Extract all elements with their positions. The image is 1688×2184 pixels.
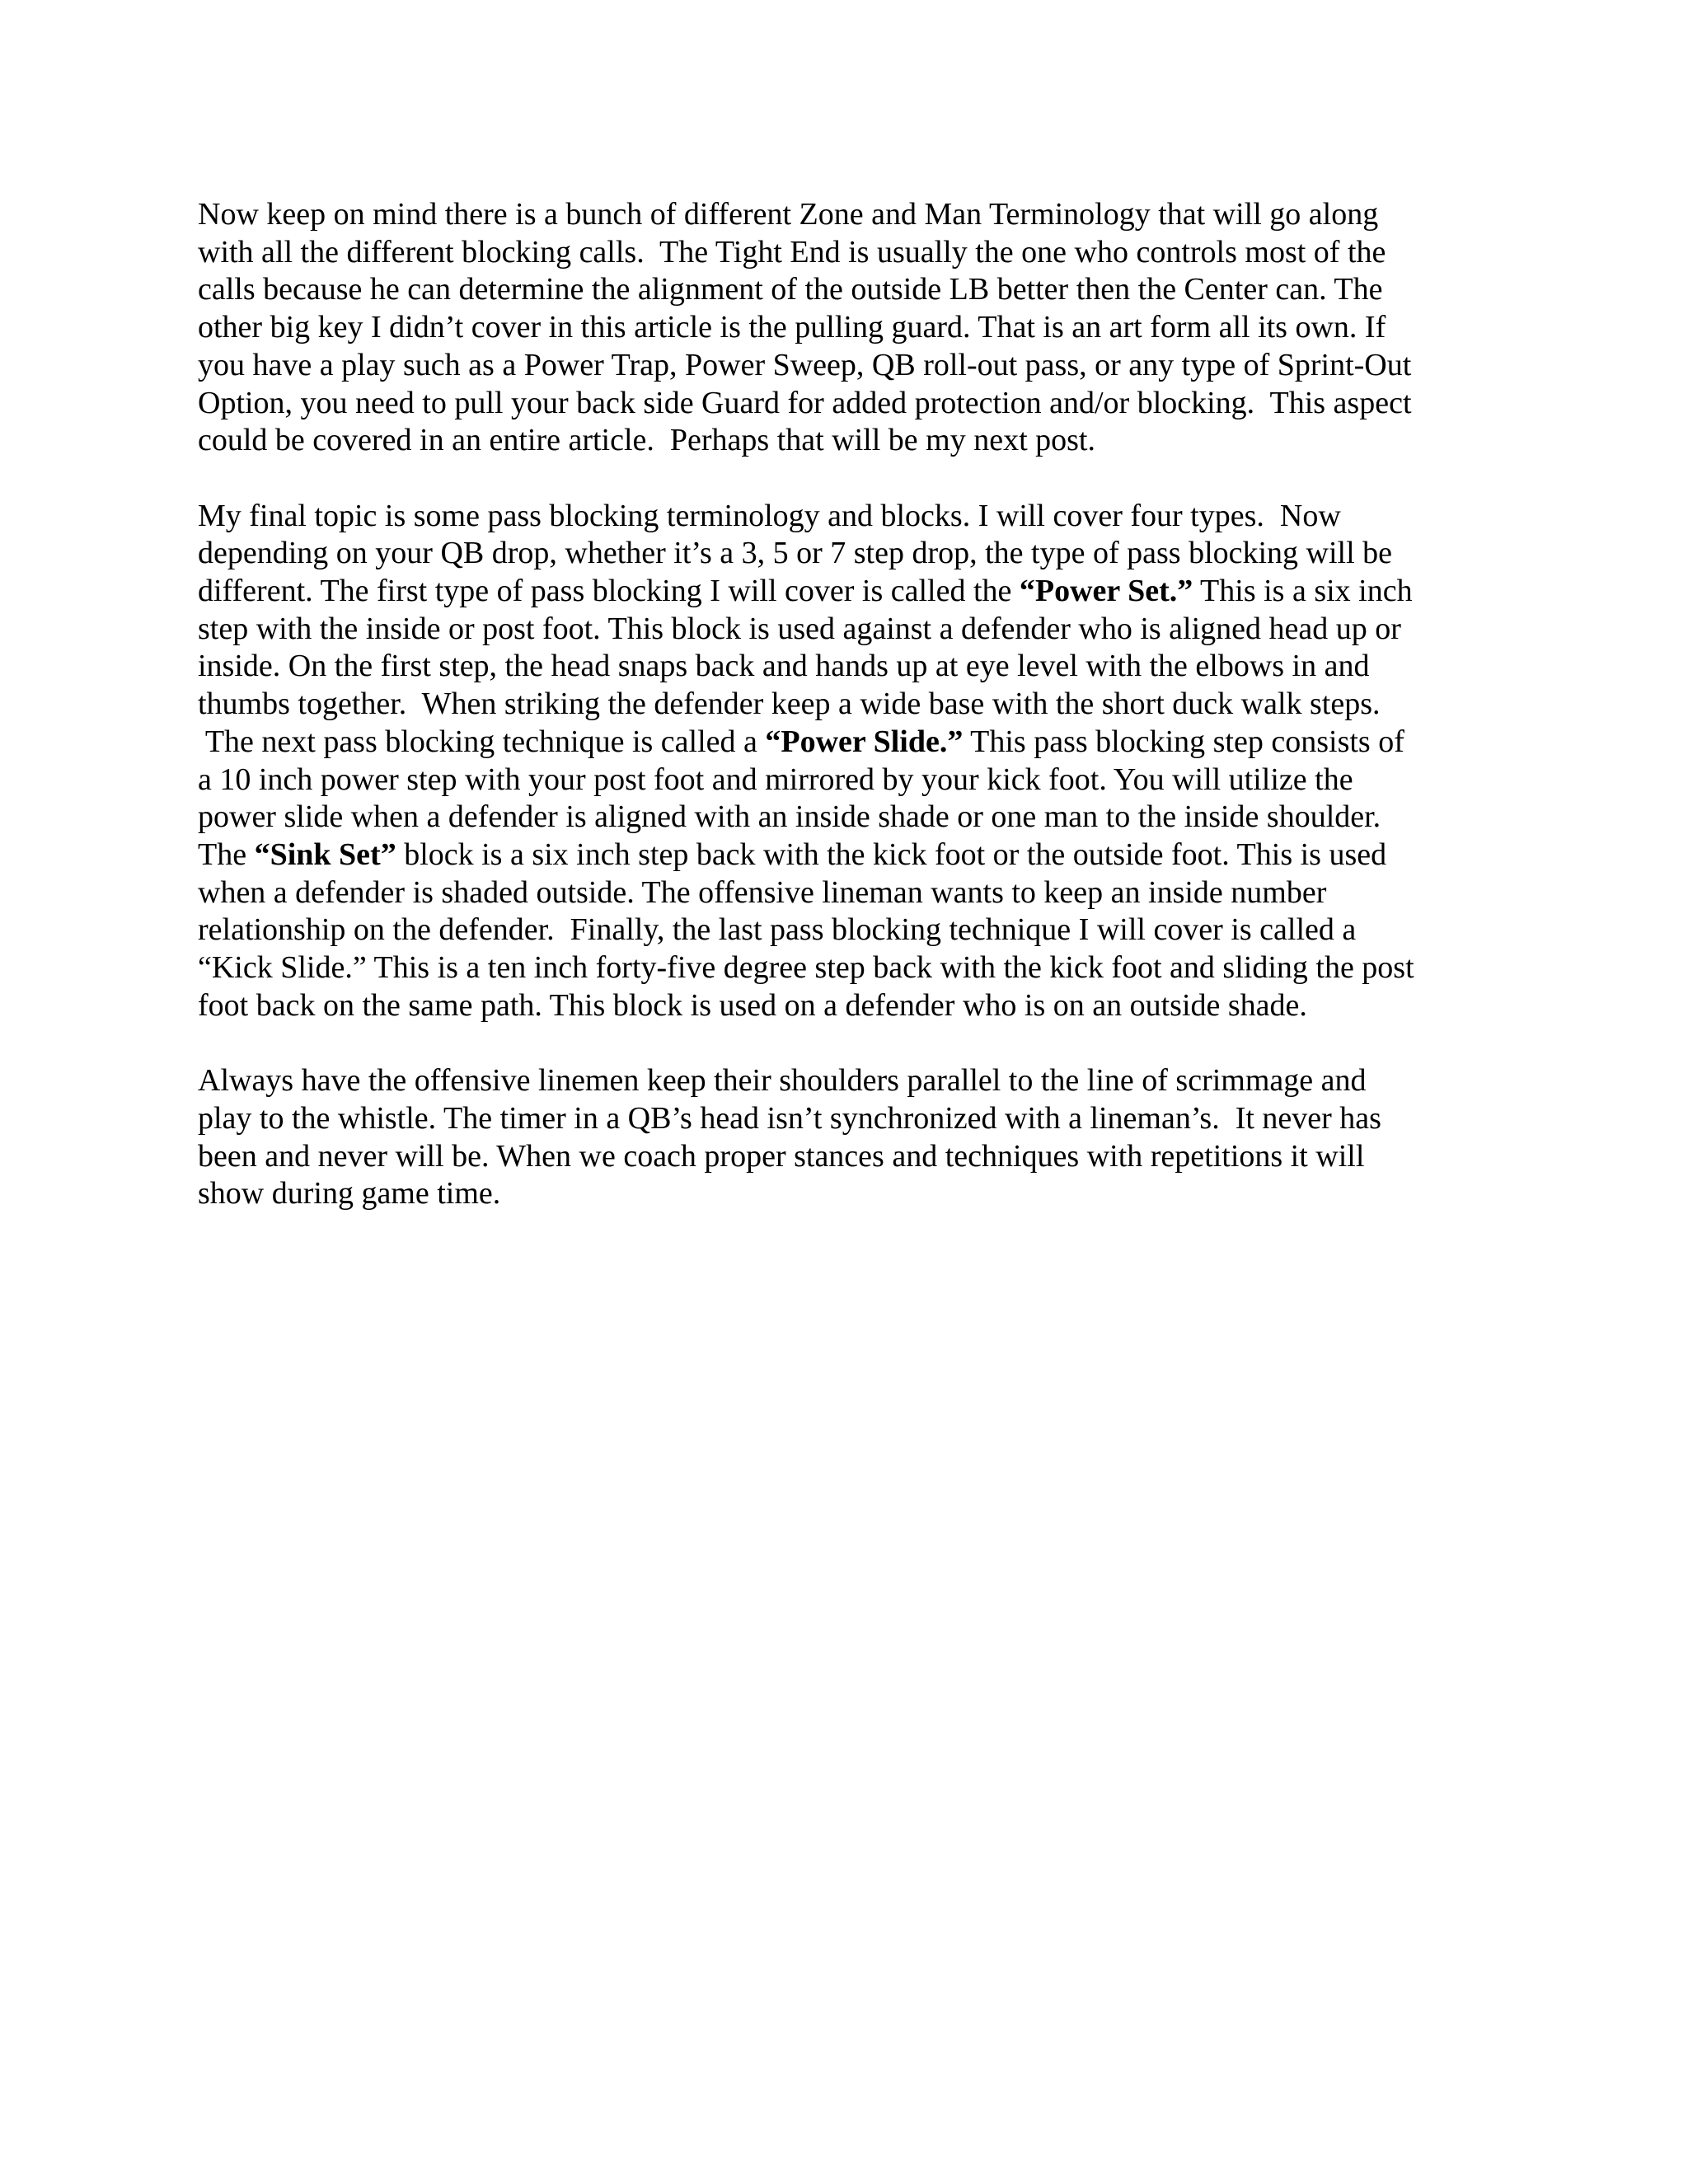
paragraph [198, 498, 1500, 1025]
text-segment: Always have the offensive linemen keep their shoulders parallel to the line of scrimmage and [198, 1063, 1367, 1099]
text-line [198, 762, 1500, 799]
text-segment: “Kick Slide.” This is a ten inch forty-five degree step back with the kick foot and sliding the post [198, 950, 1414, 986]
text-segment: show during game time. [198, 1176, 501, 1212]
text-segment: My final topic is some pass blocking terminology and blocks. I will cover four types. Now [198, 498, 1341, 533]
document-body [198, 196, 1500, 1213]
text-segment: The next pass blocking technique is called a [198, 724, 766, 759]
text-line [198, 1100, 1500, 1138]
text-line [198, 498, 1500, 536]
text-line [198, 385, 1500, 423]
text-segment: with all the different blocking calls. The Tight End is usually the one who controls most of the [198, 234, 1386, 269]
text-segment: power slide when a defender is aligned with an inside shade or one man to the inside shoulder. [198, 799, 1381, 835]
text-segment: could be covered in an entire article. Perhaps that will be my next post. [198, 423, 1095, 458]
text-segment: calls because he can determine the alignment of the outside LB better then the Center can. The [198, 272, 1383, 307]
text-segment: relationship on the defender. Finally, the last pass blocking technique I will cover is called a [198, 912, 1357, 948]
text-line [198, 724, 1500, 762]
paragraph [198, 1062, 1500, 1213]
text-line [198, 309, 1500, 347]
text-line [198, 1175, 1500, 1213]
text-segment: thumbs together. When striking the defender keep a wide base with the short duck walk steps. [198, 687, 1381, 722]
text-line [198, 874, 1500, 912]
text-line [198, 799, 1500, 837]
text-line [198, 347, 1500, 385]
bold-term: “Power Set.” [1019, 574, 1193, 609]
text-line [198, 422, 1500, 460]
text-line [198, 196, 1500, 234]
text-segment: This is a six inch [1193, 574, 1413, 609]
text-line [198, 234, 1500, 272]
text-segment: step with the inside or post foot. This block is used against a defender who is aligned head up or [198, 611, 1401, 646]
text-line [198, 1062, 1500, 1100]
text-segment: other big key I didn’t cover in this article is the pulling guard. That is an art form all its own. If [198, 310, 1386, 345]
text-line [198, 987, 1500, 1025]
text-segment: when a defender is shaded outside. The offensive lineman wants to keep an inside number [198, 874, 1327, 910]
bold-term: “Sink Set” [254, 837, 396, 872]
text-segment: different. The first type of pass blocking I will cover is called the [198, 574, 1020, 609]
paragraph [198, 196, 1500, 460]
text-line [198, 912, 1500, 949]
text-segment: block is a six inch step back with the kick foot or the outside foot. This is used [396, 837, 1387, 872]
text-segment: been and never will be. When we coach proper stances and techniques with repetitions it will [198, 1138, 1365, 1174]
text-segment: play to the whistle. The timer in a QB’s head isn’t synchronized with a lineman’s. It never has [198, 1100, 1381, 1136]
text-line [198, 837, 1500, 874]
text-segment: This pass blocking step consists of [963, 724, 1404, 759]
bold-term: “Power Slide.” [765, 724, 964, 759]
text-line [198, 611, 1500, 649]
text-segment: a 10 inch power step with your post foot and mirrored by your kick foot. You will utilize the [198, 762, 1353, 797]
text-segment: depending on your QB drop, whether it’s a 3, 5 or 7 step drop, the type of pass blocking will be [198, 536, 1393, 571]
text-line [198, 949, 1500, 987]
text-line [198, 648, 1500, 686]
text-line [198, 271, 1500, 309]
text-line [198, 573, 1500, 611]
text-segment: you have a play such as a Power Trap, Power Sweep, QB roll-out pass, or any type of Sprint-Out [198, 347, 1412, 382]
text-line [198, 535, 1500, 573]
text-line [198, 686, 1500, 724]
text-segment: The [198, 837, 255, 872]
text-segment: Now keep on mind there is a bunch of different Zone and Man Terminology that will go along [198, 197, 1379, 232]
text-segment: inside. On the first step, the head snaps back and hands up at eye level with the elbows in and [198, 649, 1370, 684]
text-segment: foot back on the same path. This block is used on a defender who is on an outside shade. [198, 987, 1307, 1023]
text-line [198, 1138, 1500, 1176]
text-segment: Option, you need to pull your back side Guard for added protection and/or blocking. This aspect [198, 385, 1412, 420]
